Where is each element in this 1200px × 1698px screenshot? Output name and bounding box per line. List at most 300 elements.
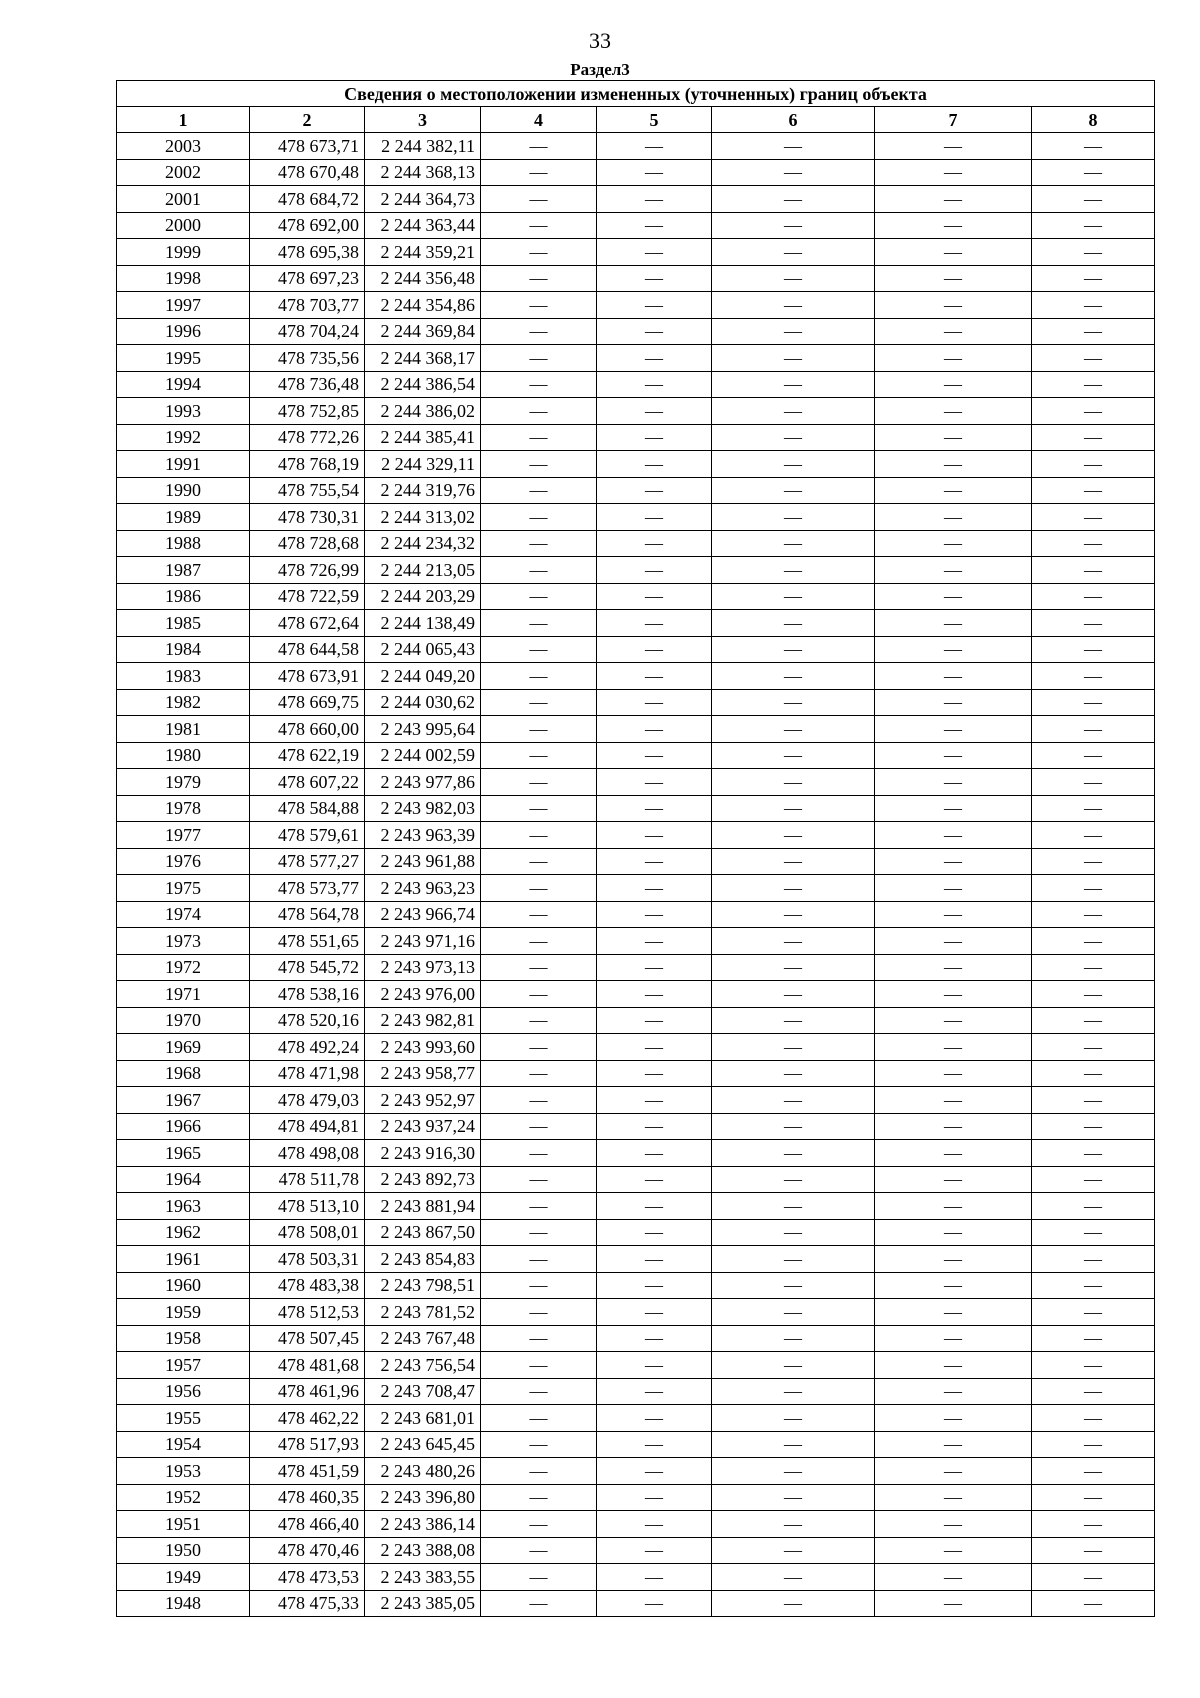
coord-x-cell: 478 730,31 xyxy=(250,504,365,531)
empty-mark-cell: — xyxy=(481,610,597,637)
table-row xyxy=(117,742,1155,769)
empty-mark-cell: — xyxy=(481,1113,597,1140)
empty-mark-cell: — xyxy=(1032,636,1155,663)
empty-mark-cell: — xyxy=(481,318,597,345)
empty-mark-cell: — xyxy=(481,1378,597,1405)
table-row xyxy=(117,1537,1155,1564)
coord-x-cell: 478 684,72 xyxy=(250,186,365,213)
empty-mark-cell: — xyxy=(597,239,712,266)
empty-mark-cell: — xyxy=(597,1113,712,1140)
table-row xyxy=(117,1378,1155,1405)
empty-mark-cell: — xyxy=(597,186,712,213)
point-number-cell: 1973 xyxy=(117,928,250,955)
empty-mark-cell: — xyxy=(712,1431,875,1458)
coord-y-cell: 2 244 049,20 xyxy=(365,663,481,690)
empty-mark-cell: — xyxy=(712,477,875,504)
point-number-cell: 1996 xyxy=(117,318,250,345)
empty-mark-cell: — xyxy=(597,212,712,239)
empty-mark-cell: — xyxy=(875,1113,1032,1140)
empty-mark-cell: — xyxy=(875,1484,1032,1511)
coord-y-cell: 2 243 756,54 xyxy=(365,1352,481,1379)
coord-x-cell: 478 470,46 xyxy=(250,1537,365,1564)
coord-y-cell: 2 244 354,86 xyxy=(365,292,481,319)
table-row xyxy=(117,928,1155,955)
coord-x-cell: 478 755,54 xyxy=(250,477,365,504)
empty-mark-cell: — xyxy=(875,1590,1032,1617)
point-number-cell: 1965 xyxy=(117,1140,250,1167)
coord-y-cell: 2 243 854,83 xyxy=(365,1246,481,1273)
point-number-cell: 1988 xyxy=(117,530,250,557)
empty-mark-cell: — xyxy=(875,1511,1032,1538)
empty-mark-cell: — xyxy=(875,769,1032,796)
empty-mark-cell: — xyxy=(712,1166,875,1193)
coord-x-cell: 478 607,22 xyxy=(250,769,365,796)
empty-mark-cell: — xyxy=(481,1193,597,1220)
coord-x-cell: 478 513,10 xyxy=(250,1193,365,1220)
empty-mark-cell: — xyxy=(1032,795,1155,822)
table-row xyxy=(117,1113,1155,1140)
empty-mark-cell: — xyxy=(481,1537,597,1564)
coord-x-cell: 478 644,58 xyxy=(250,636,365,663)
empty-mark-cell: — xyxy=(597,371,712,398)
empty-mark-cell: — xyxy=(597,1405,712,1432)
coord-x-cell: 478 722,59 xyxy=(250,583,365,610)
empty-mark-cell: — xyxy=(1032,451,1155,478)
empty-mark-cell: — xyxy=(875,954,1032,981)
empty-mark-cell: — xyxy=(597,398,712,425)
empty-mark-cell: — xyxy=(597,610,712,637)
empty-mark-cell: — xyxy=(875,928,1032,955)
empty-mark-cell: — xyxy=(481,1299,597,1326)
empty-mark-cell: — xyxy=(481,636,597,663)
point-number-cell: 1970 xyxy=(117,1007,250,1034)
point-number-cell: 1991 xyxy=(117,451,250,478)
empty-mark-cell: — xyxy=(1032,822,1155,849)
empty-mark-cell: — xyxy=(597,1352,712,1379)
table-row xyxy=(117,1590,1155,1617)
empty-mark-cell: — xyxy=(712,636,875,663)
coord-y-cell: 2 244 368,13 xyxy=(365,159,481,186)
empty-mark-cell: — xyxy=(1032,1590,1155,1617)
coord-x-cell: 478 483,38 xyxy=(250,1272,365,1299)
empty-mark-cell: — xyxy=(597,1193,712,1220)
empty-mark-cell: — xyxy=(712,1325,875,1352)
empty-mark-cell: — xyxy=(597,1299,712,1326)
coord-x-cell: 478 461,96 xyxy=(250,1378,365,1405)
table-row xyxy=(117,133,1155,160)
empty-mark-cell: — xyxy=(481,689,597,716)
table-row xyxy=(117,318,1155,345)
empty-mark-cell: — xyxy=(597,981,712,1008)
empty-mark-cell: — xyxy=(1032,1564,1155,1591)
coord-y-cell: 2 244 364,73 xyxy=(365,186,481,213)
empty-mark-cell: — xyxy=(481,1007,597,1034)
column-header: 4 xyxy=(481,107,597,133)
coord-y-cell: 2 243 798,51 xyxy=(365,1272,481,1299)
empty-mark-cell: — xyxy=(597,557,712,584)
empty-mark-cell: — xyxy=(712,928,875,955)
empty-mark-cell: — xyxy=(1032,689,1155,716)
coord-x-cell: 478 511,78 xyxy=(250,1166,365,1193)
empty-mark-cell: — xyxy=(597,530,712,557)
coord-y-cell: 2 244 002,59 xyxy=(365,742,481,769)
table-row xyxy=(117,716,1155,743)
empty-mark-cell: — xyxy=(1032,1087,1155,1114)
empty-mark-cell: — xyxy=(712,1537,875,1564)
empty-mark-cell: — xyxy=(875,1060,1032,1087)
empty-mark-cell: — xyxy=(597,1272,712,1299)
table-row xyxy=(117,212,1155,239)
empty-mark-cell: — xyxy=(481,1511,597,1538)
empty-mark-cell: — xyxy=(875,398,1032,425)
point-number-cell: 1978 xyxy=(117,795,250,822)
empty-mark-cell: — xyxy=(712,1140,875,1167)
table-row xyxy=(117,1458,1155,1485)
empty-mark-cell: — xyxy=(875,186,1032,213)
coord-y-cell: 2 243 982,81 xyxy=(365,1007,481,1034)
coord-x-cell: 478 460,35 xyxy=(250,1484,365,1511)
empty-mark-cell: — xyxy=(597,424,712,451)
table-row xyxy=(117,1166,1155,1193)
table-body xyxy=(117,133,1155,1617)
empty-mark-cell: — xyxy=(712,1511,875,1538)
coord-y-cell: 2 244 369,84 xyxy=(365,318,481,345)
empty-mark-cell: — xyxy=(597,636,712,663)
point-number-cell: 1987 xyxy=(117,557,250,584)
point-number-cell: 1963 xyxy=(117,1193,250,1220)
empty-mark-cell: — xyxy=(1032,848,1155,875)
coord-x-cell: 478 517,93 xyxy=(250,1431,365,1458)
table-row xyxy=(117,1219,1155,1246)
empty-mark-cell: — xyxy=(712,1113,875,1140)
coord-y-cell: 2 244 030,62 xyxy=(365,689,481,716)
coord-y-cell: 2 243 995,64 xyxy=(365,716,481,743)
empty-mark-cell: — xyxy=(597,1007,712,1034)
point-number-cell: 1949 xyxy=(117,1564,250,1591)
empty-mark-cell: — xyxy=(481,504,597,531)
empty-mark-cell: — xyxy=(1032,583,1155,610)
empty-mark-cell: — xyxy=(875,1299,1032,1326)
table-row xyxy=(117,239,1155,266)
empty-mark-cell: — xyxy=(481,901,597,928)
empty-mark-cell: — xyxy=(712,583,875,610)
empty-mark-cell: — xyxy=(712,530,875,557)
coord-y-cell: 2 243 952,97 xyxy=(365,1087,481,1114)
empty-mark-cell: — xyxy=(875,1352,1032,1379)
column-header: 1 xyxy=(117,107,250,133)
empty-mark-cell: — xyxy=(1032,186,1155,213)
column-header-row xyxy=(117,107,1155,133)
empty-mark-cell: — xyxy=(712,371,875,398)
coord-y-cell: 2 244 356,48 xyxy=(365,265,481,292)
empty-mark-cell: — xyxy=(597,583,712,610)
coord-y-cell: 2 243 396,80 xyxy=(365,1484,481,1511)
empty-mark-cell: — xyxy=(1032,1431,1155,1458)
empty-mark-cell: — xyxy=(597,451,712,478)
coord-y-cell: 2 243 708,47 xyxy=(365,1378,481,1405)
table-row xyxy=(117,265,1155,292)
point-number-cell: 1983 xyxy=(117,663,250,690)
coord-y-cell: 2 243 383,55 xyxy=(365,1564,481,1591)
coord-y-cell: 2 244 319,76 xyxy=(365,477,481,504)
coord-x-cell: 478 726,99 xyxy=(250,557,365,584)
empty-mark-cell: — xyxy=(1032,928,1155,955)
empty-mark-cell: — xyxy=(1032,504,1155,531)
table-row xyxy=(117,901,1155,928)
table-row xyxy=(117,398,1155,425)
table-row xyxy=(117,1431,1155,1458)
table-row xyxy=(117,424,1155,451)
empty-mark-cell: — xyxy=(597,133,712,160)
coord-x-cell: 478 704,24 xyxy=(250,318,365,345)
coord-x-cell: 478 481,68 xyxy=(250,1352,365,1379)
coord-x-cell: 478 736,48 xyxy=(250,371,365,398)
point-number-cell: 1967 xyxy=(117,1087,250,1114)
coord-y-cell: 2 244 313,02 xyxy=(365,504,481,531)
coord-y-cell: 2 243 966,74 xyxy=(365,901,481,928)
empty-mark-cell: — xyxy=(875,530,1032,557)
table-row xyxy=(117,583,1155,610)
point-number-cell: 1950 xyxy=(117,1537,250,1564)
empty-mark-cell: — xyxy=(481,1458,597,1485)
empty-mark-cell: — xyxy=(712,1564,875,1591)
coord-x-cell: 478 473,53 xyxy=(250,1564,365,1591)
table-row xyxy=(117,1246,1155,1273)
empty-mark-cell: — xyxy=(875,1378,1032,1405)
empty-mark-cell: — xyxy=(481,716,597,743)
point-number-cell: 1972 xyxy=(117,954,250,981)
empty-mark-cell: — xyxy=(712,769,875,796)
empty-mark-cell: — xyxy=(712,901,875,928)
empty-mark-cell: — xyxy=(481,1060,597,1087)
empty-mark-cell: — xyxy=(481,875,597,902)
empty-mark-cell: — xyxy=(481,265,597,292)
coord-y-cell: 2 243 480,26 xyxy=(365,1458,481,1485)
empty-mark-cell: — xyxy=(1032,424,1155,451)
table-row xyxy=(117,1325,1155,1352)
coord-y-cell: 2 243 385,05 xyxy=(365,1590,481,1617)
table-row xyxy=(117,292,1155,319)
table-caption: Сведения о местоположении измененных (уточненных) границ объекта xyxy=(117,81,1155,107)
point-number-cell: 1953 xyxy=(117,1458,250,1485)
empty-mark-cell: — xyxy=(875,663,1032,690)
table-row xyxy=(117,1405,1155,1432)
empty-mark-cell: — xyxy=(875,848,1032,875)
empty-mark-cell: — xyxy=(597,1219,712,1246)
table-row xyxy=(117,371,1155,398)
empty-mark-cell: — xyxy=(597,1166,712,1193)
point-number-cell: 1952 xyxy=(117,1484,250,1511)
empty-mark-cell: — xyxy=(597,1431,712,1458)
empty-mark-cell: — xyxy=(1032,1325,1155,1352)
empty-mark-cell: — xyxy=(1032,1219,1155,1246)
empty-mark-cell: — xyxy=(481,1352,597,1379)
coord-y-cell: 2 244 213,05 xyxy=(365,557,481,584)
empty-mark-cell: — xyxy=(481,292,597,319)
coord-x-cell: 478 538,16 xyxy=(250,981,365,1008)
page-number: 33 xyxy=(589,28,611,53)
empty-mark-cell: — xyxy=(712,822,875,849)
empty-mark-cell: — xyxy=(597,159,712,186)
point-number-cell: 1992 xyxy=(117,424,250,451)
empty-mark-cell: — xyxy=(481,1431,597,1458)
empty-mark-cell: — xyxy=(481,1325,597,1352)
coord-y-cell: 2 243 963,23 xyxy=(365,875,481,902)
empty-mark-cell: — xyxy=(481,848,597,875)
empty-mark-cell: — xyxy=(712,795,875,822)
empty-mark-cell: — xyxy=(597,928,712,955)
table-row xyxy=(117,186,1155,213)
empty-mark-cell: — xyxy=(875,212,1032,239)
empty-mark-cell: — xyxy=(875,583,1032,610)
empty-mark-cell: — xyxy=(597,769,712,796)
point-number-cell: 1986 xyxy=(117,583,250,610)
empty-mark-cell: — xyxy=(1032,1378,1155,1405)
empty-mark-cell: — xyxy=(481,742,597,769)
empty-mark-cell: — xyxy=(712,1299,875,1326)
empty-mark-cell: — xyxy=(1032,1246,1155,1273)
coord-y-cell: 2 243 963,39 xyxy=(365,822,481,849)
point-number-cell: 1964 xyxy=(117,1166,250,1193)
coord-y-cell: 2 243 971,16 xyxy=(365,928,481,955)
point-number-cell: 1955 xyxy=(117,1405,250,1432)
point-number-cell: 1994 xyxy=(117,371,250,398)
empty-mark-cell: — xyxy=(1032,610,1155,637)
coord-x-cell: 478 577,27 xyxy=(250,848,365,875)
coord-x-cell: 478 672,64 xyxy=(250,610,365,637)
coord-x-cell: 478 735,56 xyxy=(250,345,365,372)
empty-mark-cell: — xyxy=(481,954,597,981)
empty-mark-cell: — xyxy=(1032,1193,1155,1220)
boundary-table xyxy=(116,80,1155,1617)
empty-mark-cell: — xyxy=(481,1405,597,1432)
empty-mark-cell: — xyxy=(1032,1405,1155,1432)
coord-x-cell: 478 494,81 xyxy=(250,1113,365,1140)
coord-x-cell: 478 703,77 xyxy=(250,292,365,319)
point-number-cell: 1984 xyxy=(117,636,250,663)
empty-mark-cell: — xyxy=(875,610,1032,637)
empty-mark-cell: — xyxy=(481,398,597,425)
point-number-cell: 1951 xyxy=(117,1511,250,1538)
point-number-cell: 1998 xyxy=(117,265,250,292)
empty-mark-cell: — xyxy=(712,424,875,451)
empty-mark-cell: — xyxy=(597,1484,712,1511)
empty-mark-cell: — xyxy=(1032,557,1155,584)
coord-x-cell: 478 466,40 xyxy=(250,1511,365,1538)
coord-y-cell: 2 243 916,30 xyxy=(365,1140,481,1167)
coord-y-cell: 2 243 881,94 xyxy=(365,1193,481,1220)
table-row xyxy=(117,345,1155,372)
empty-mark-cell: — xyxy=(1032,1007,1155,1034)
caption-row xyxy=(117,81,1155,107)
empty-mark-cell: — xyxy=(712,292,875,319)
empty-mark-cell: — xyxy=(597,504,712,531)
table-row xyxy=(117,1564,1155,1591)
empty-mark-cell: — xyxy=(1032,1484,1155,1511)
table-row xyxy=(117,451,1155,478)
coord-y-cell: 2 244 363,44 xyxy=(365,212,481,239)
empty-mark-cell: — xyxy=(712,1458,875,1485)
empty-mark-cell: — xyxy=(875,371,1032,398)
empty-mark-cell: — xyxy=(481,795,597,822)
empty-mark-cell: — xyxy=(1032,663,1155,690)
empty-mark-cell: — xyxy=(1032,292,1155,319)
point-number-cell: 1971 xyxy=(117,981,250,1008)
point-number-cell: 1990 xyxy=(117,477,250,504)
empty-mark-cell: — xyxy=(875,1140,1032,1167)
empty-mark-cell: — xyxy=(481,371,597,398)
table-row xyxy=(117,1060,1155,1087)
column-header: 8 xyxy=(1032,107,1155,133)
table-row xyxy=(117,557,1155,584)
empty-mark-cell: — xyxy=(1032,1113,1155,1140)
empty-mark-cell: — xyxy=(597,742,712,769)
empty-mark-cell: — xyxy=(712,954,875,981)
coord-x-cell: 478 492,24 xyxy=(250,1034,365,1061)
empty-mark-cell: — xyxy=(875,292,1032,319)
coord-y-cell: 2 243 681,01 xyxy=(365,1405,481,1432)
empty-mark-cell: — xyxy=(712,742,875,769)
empty-mark-cell: — xyxy=(1032,1299,1155,1326)
empty-mark-cell: — xyxy=(875,636,1032,663)
empty-mark-cell: — xyxy=(597,848,712,875)
empty-mark-cell: — xyxy=(1032,1537,1155,1564)
empty-mark-cell: — xyxy=(712,345,875,372)
empty-mark-cell: — xyxy=(712,186,875,213)
coord-x-cell: 478 695,38 xyxy=(250,239,365,266)
point-number-cell: 1974 xyxy=(117,901,250,928)
table-row xyxy=(117,1007,1155,1034)
coord-x-cell: 478 471,98 xyxy=(250,1060,365,1087)
empty-mark-cell: — xyxy=(875,504,1032,531)
table-row xyxy=(117,795,1155,822)
empty-mark-cell: — xyxy=(1032,530,1155,557)
empty-mark-cell: — xyxy=(481,1272,597,1299)
coord-y-cell: 2 243 993,60 xyxy=(365,1034,481,1061)
empty-mark-cell: — xyxy=(1032,769,1155,796)
coord-y-cell: 2 243 645,45 xyxy=(365,1431,481,1458)
empty-mark-cell: — xyxy=(712,663,875,690)
empty-mark-cell: — xyxy=(481,557,597,584)
point-number-cell: 1968 xyxy=(117,1060,250,1087)
empty-mark-cell: — xyxy=(712,875,875,902)
coord-y-cell: 2 244 385,41 xyxy=(365,424,481,451)
empty-mark-cell: — xyxy=(712,398,875,425)
empty-mark-cell: — xyxy=(712,1219,875,1246)
coord-x-cell: 478 752,85 xyxy=(250,398,365,425)
empty-mark-cell: — xyxy=(712,1246,875,1273)
point-number-cell: 1958 xyxy=(117,1325,250,1352)
empty-mark-cell: — xyxy=(875,689,1032,716)
point-number-cell: 1995 xyxy=(117,345,250,372)
empty-mark-cell: — xyxy=(1032,1140,1155,1167)
table-row xyxy=(117,663,1155,690)
empty-mark-cell: — xyxy=(481,424,597,451)
coord-y-cell: 2 243 982,03 xyxy=(365,795,481,822)
empty-mark-cell: — xyxy=(1032,1511,1155,1538)
coord-x-cell: 478 573,77 xyxy=(250,875,365,902)
table-row xyxy=(117,477,1155,504)
coord-x-cell: 478 673,91 xyxy=(250,663,365,690)
empty-mark-cell: — xyxy=(875,1007,1032,1034)
table-row xyxy=(117,1087,1155,1114)
empty-mark-cell: — xyxy=(597,1140,712,1167)
empty-mark-cell: — xyxy=(712,1060,875,1087)
empty-mark-cell: — xyxy=(481,1564,597,1591)
coord-y-cell: 2 243 388,08 xyxy=(365,1537,481,1564)
empty-mark-cell: — xyxy=(875,557,1032,584)
empty-mark-cell: — xyxy=(481,822,597,849)
